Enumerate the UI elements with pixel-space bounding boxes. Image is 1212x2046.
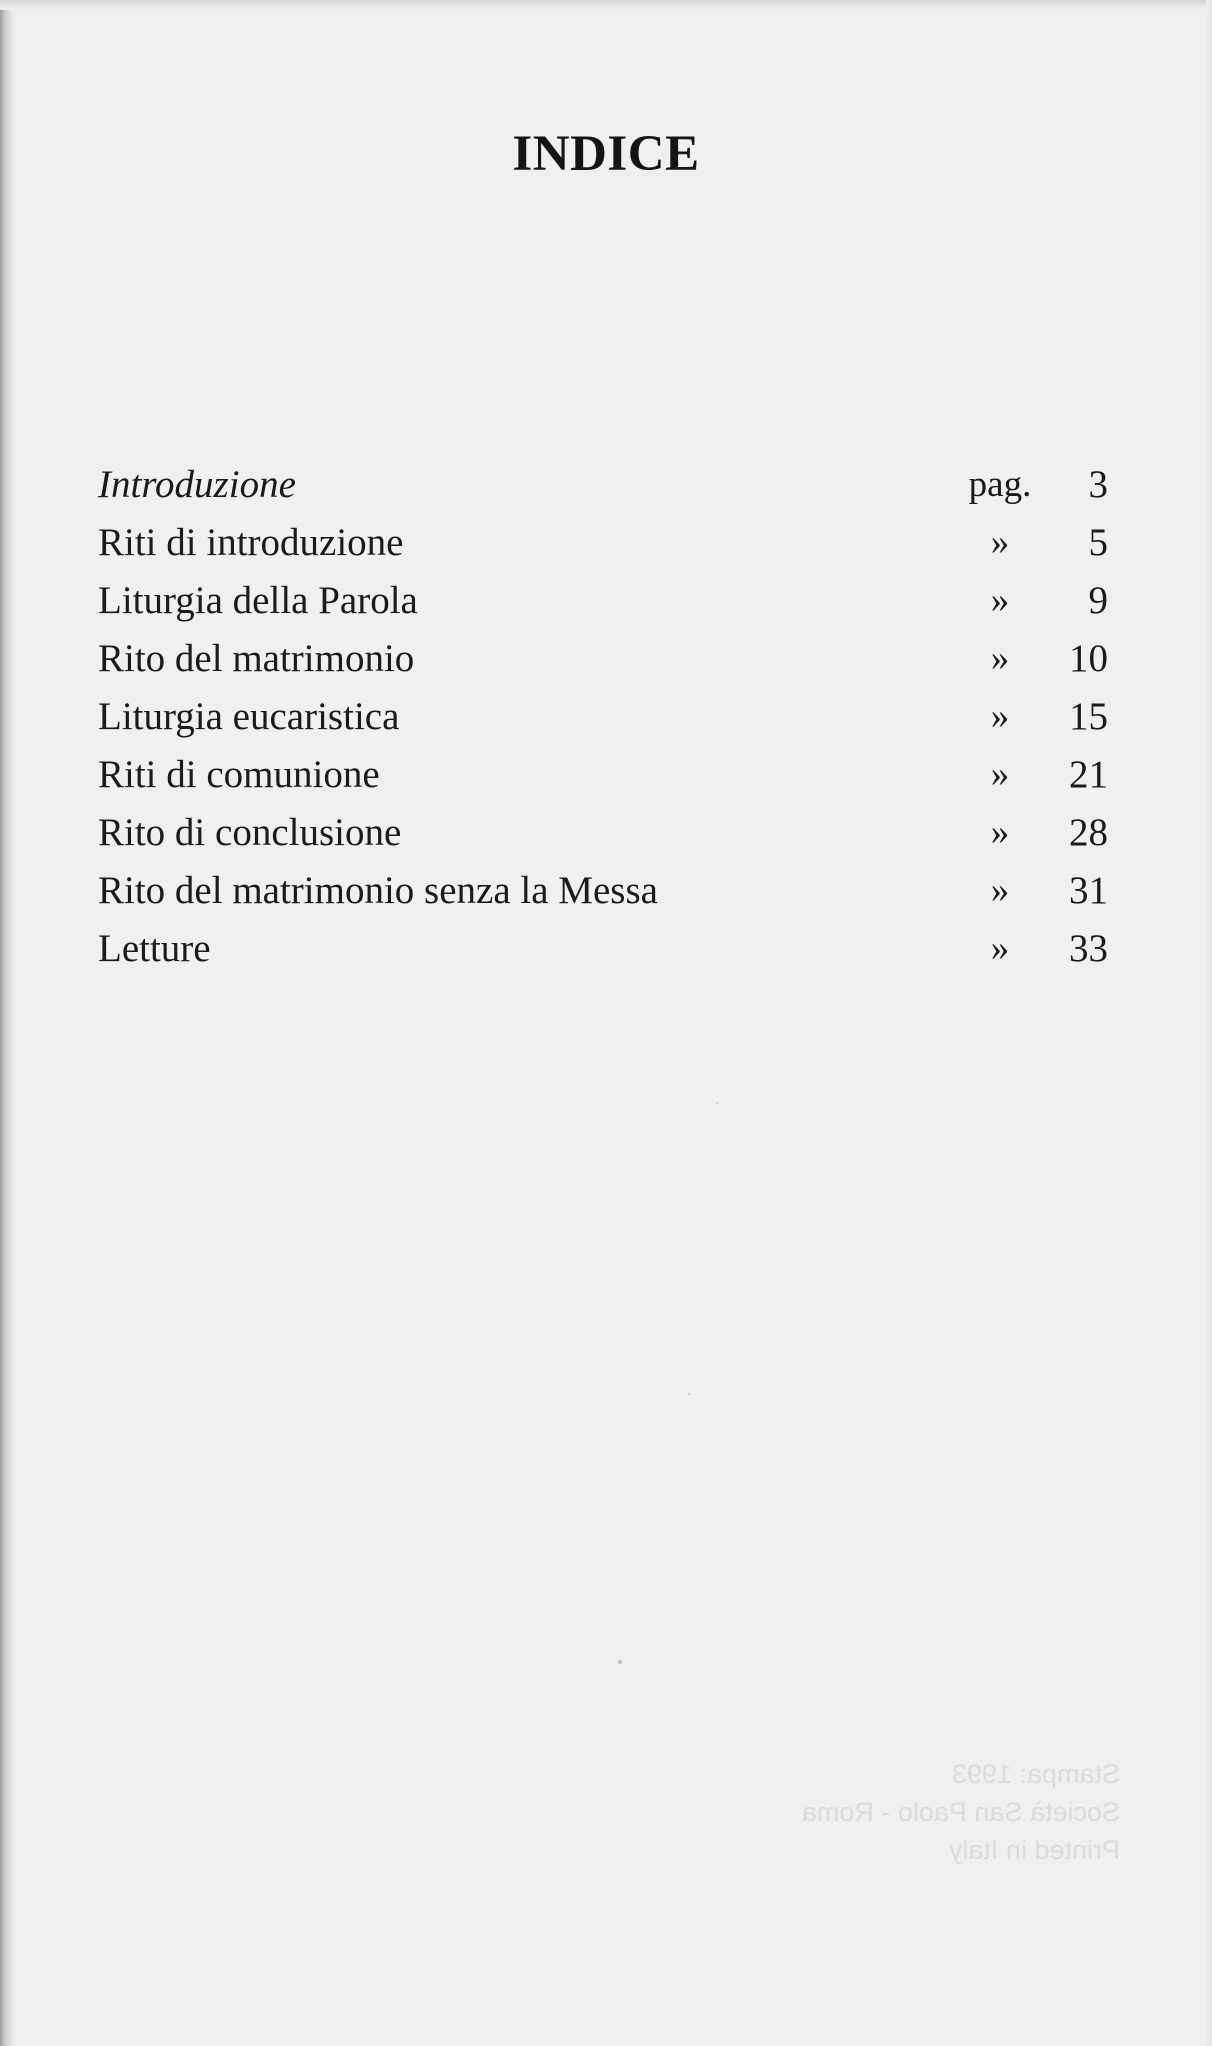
imprint-printed-in: Printed in Italy: [948, 1835, 1120, 1865]
toc-entry-title: Riti di introduzione: [98, 521, 404, 564]
toc-page-number: 28: [1069, 811, 1108, 854]
spine-shadow: [0, 0, 16, 2046]
toc-row-riti-di-introduzione: [98, 514, 1120, 572]
toc-ditto-marker: »: [990, 812, 1010, 853]
toc-entry-title: Rito di conclusione: [98, 811, 402, 854]
toc-page-marker: pag.: [968, 464, 1032, 505]
toc-entry-title: Liturgia della Parola: [98, 579, 418, 622]
toc-row-liturgia-eucaristica: [98, 688, 1120, 746]
toc-row-rito-del-matrimonio: [98, 630, 1120, 688]
imprint-print-date: Stampa: 1993: [951, 1759, 1120, 1789]
toc-entry-title: Riti di comunione: [98, 753, 380, 796]
paper-speck: [688, 1393, 690, 1395]
toc-row-introduzione: [98, 456, 1120, 514]
toc-page-number: 3: [1088, 463, 1108, 506]
toc-ditto-marker: »: [990, 638, 1010, 679]
toc-page-number: 33: [1069, 927, 1108, 970]
toc-entry-title: Introduzione: [98, 463, 296, 506]
toc-ditto-marker: »: [990, 696, 1010, 737]
paper-speck: [716, 1102, 718, 1104]
toc-entry-title: Letture: [98, 927, 211, 970]
toc-page-number: 15: [1069, 695, 1108, 738]
toc-ditto-marker: »: [990, 870, 1010, 911]
imprint-publisher: Società San Paolo - Roma: [801, 1797, 1120, 1827]
toc-page-number: 10: [1069, 637, 1108, 680]
table-of-contents: [98, 456, 1120, 978]
toc-page-number: 5: [1088, 521, 1108, 564]
toc-ditto-marker: »: [990, 580, 1010, 621]
toc-ditto-marker: »: [990, 522, 1010, 563]
paper-speck: [618, 1660, 622, 1664]
toc-ditto-marker: »: [990, 928, 1010, 969]
page-title: INDICE: [512, 126, 700, 182]
show-through-imprint: [720, 1755, 1120, 1869]
toc-entry-title: Rito del matrimonio: [98, 637, 415, 680]
toc-row-rito-di-conclusione: [98, 804, 1120, 862]
toc-page-number: 9: [1088, 579, 1108, 622]
right-edge-shadow: [1206, 0, 1212, 2046]
toc-row-letture: [98, 920, 1120, 978]
toc-row-rito-del-matrimonio-senza-la-messa: [98, 862, 1120, 920]
toc-page-number: 21: [1069, 753, 1108, 796]
toc-ditto-marker: »: [990, 754, 1010, 795]
toc-entry-title: Rito del matrimonio senza la Messa: [98, 869, 658, 912]
toc-row-liturgia-della-parola: [98, 572, 1120, 630]
top-edge-shadow: [0, 0, 1212, 10]
toc-page-number: 31: [1069, 869, 1108, 912]
toc-row-riti-di-comunione: [98, 746, 1120, 804]
toc-entry-title: Liturgia eucaristica: [98, 695, 400, 738]
